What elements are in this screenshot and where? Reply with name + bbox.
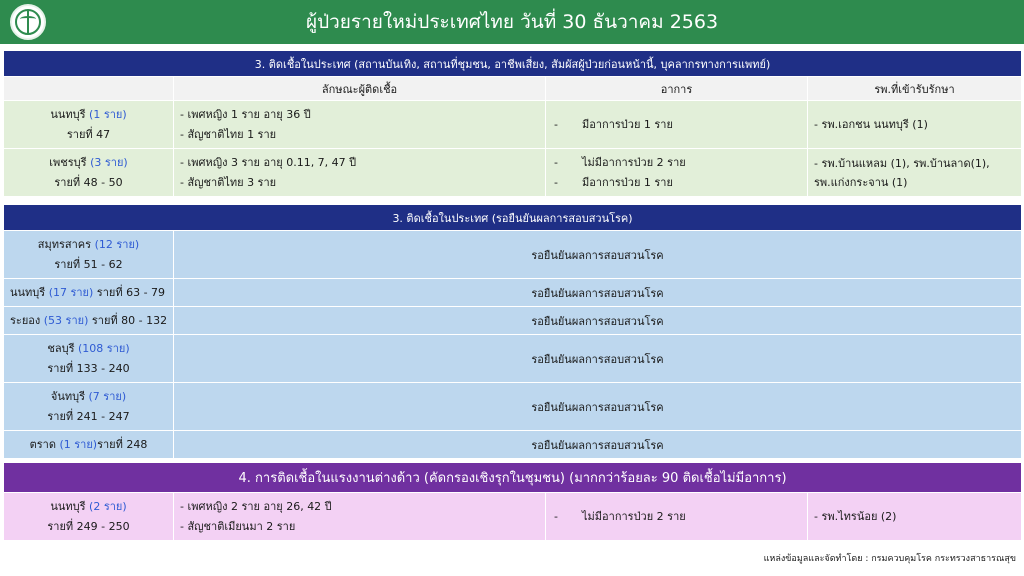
province-name: นนทบุรี	[50, 499, 86, 513]
section-pending-investigation-table	[3, 204, 1022, 459]
location-cell	[4, 231, 174, 279]
detail-line: - เพศหญิง 3 ราย อายุ 0.11, 7, 47 ปี	[180, 155, 357, 169]
symptom-line: ไม่มีอาการป่วย 2 ราย	[582, 509, 686, 523]
case-range: รายที่ 249 - 250	[47, 519, 130, 533]
table-row	[4, 307, 1022, 335]
location-cell	[4, 279, 174, 307]
section-band	[4, 463, 1022, 493]
hospital-cell: - รพ.ไทรน้อย (2)	[808, 493, 1022, 541]
characteristics-cell	[174, 493, 546, 541]
symptom-line: ไม่มีอาการป่วย 2 ราย	[582, 155, 686, 169]
bullet-dash: -	[554, 155, 558, 169]
pending-status: รอยืนยันผลการสอบสวนโรค	[174, 231, 1022, 279]
table-row	[4, 101, 1022, 149]
page-header	[0, 0, 1024, 44]
case-range: รายที่ 51 - 62	[54, 257, 123, 271]
location-cell	[4, 149, 174, 197]
page-title: ผู้ป่วยรายใหม่ประเทศไทย วันที่ 30 ธันวาคม 2563	[305, 11, 719, 33]
bullet-dash: -	[554, 509, 558, 523]
location-cell	[4, 383, 174, 431]
pending-status: รอยืนยันผลการสอบสวนโรค	[174, 307, 1022, 335]
characteristics-cell	[174, 149, 546, 197]
province-name: จันทบุรี	[50, 389, 85, 403]
detail-line: - เพศหญิง 1 ราย อายุ 36 ปี	[180, 107, 311, 121]
case-range: รายที่ 63 - 79	[96, 285, 166, 299]
case-count: (1 ราย)	[89, 107, 127, 121]
bullet-dash: -	[554, 117, 558, 131]
location-cell	[4, 101, 174, 149]
case-range: รายที่ 241 - 247	[47, 409, 130, 423]
hospital-cell: - รพ.เอกชน นนทบุรี (1)	[808, 101, 1022, 149]
pending-status: รอยืนยันผลการสอบสวนโรค	[174, 335, 1022, 383]
pending-status: รอยืนยันผลการสอบสวนโรค	[174, 383, 1022, 431]
case-count: (7 ราย)	[88, 389, 127, 403]
case-count: (12 ราย)	[94, 237, 140, 251]
section-band-label: 4. การติดเชื้อในแรงงานต่างด้าว (คัดกรองเชิงรุกในชุมชน) (มากกว่าร้อยละ 90 ติดเชื้อไม่มีอาการ)	[4, 463, 1022, 493]
table-row	[4, 149, 1022, 197]
case-range: รายที่ 248	[97, 437, 148, 451]
section-local-infection-table	[3, 50, 1022, 197]
province-name: ตราด	[29, 437, 56, 451]
case-range: รายที่ 47	[66, 127, 111, 141]
province-name: เพชรบุรี	[49, 155, 87, 169]
column-header-symptoms: อาการ	[546, 77, 808, 101]
section-band	[4, 205, 1022, 231]
detail-line: - สัญชาติไทย 3 ราย	[180, 175, 277, 189]
case-count: (17 ราย)	[48, 285, 94, 299]
province-name: ระยอง	[10, 313, 41, 327]
detail-line: - สัญชาติเมียนมา 2 ราย	[180, 519, 296, 533]
pending-status: รอยืนยันผลการสอบสวนโรค	[174, 431, 1022, 459]
province-name: นนทบุรี	[50, 107, 86, 121]
symptom-line: มีอาการป่วย 1 ราย	[582, 175, 673, 189]
case-count: (53 ราย)	[43, 313, 89, 327]
source-note: แหล่งข้อมูลและจัดทำโดย : กรมควบคุมโรค กระทรวงสาธารณสุข	[763, 554, 1016, 564]
characteristics-cell	[174, 101, 546, 149]
section-migrant-worker-table	[3, 462, 1022, 541]
case-count: (1 ราย)	[59, 437, 98, 451]
bullet-dash: -	[554, 175, 558, 189]
province-name: สมุทรสาคร	[37, 237, 92, 251]
case-count: (2 ราย)	[89, 499, 127, 513]
location-cell	[4, 493, 174, 541]
table-row	[4, 431, 1022, 459]
column-header-characteristics: ลักษณะผู้ติดเชื้อ	[174, 77, 546, 101]
case-range: รายที่ 48 - 50	[54, 175, 123, 189]
section-band-label: 3. ติดเชื้อในประเทศ (รอยืนยันผลการสอบสวนโรค)	[4, 205, 1022, 231]
location-cell	[4, 307, 174, 335]
case-count: (3 ราย)	[90, 155, 128, 169]
case-count: (108 ราย)	[78, 341, 130, 355]
section-band-label: 3. ติดเชื้อในประเทศ (สถานบันเทิง, สถานที่ชุมชน, อาชีพเสี่ยง, สัมผัสผู้ป่วยก่อนหน้านี้, บุคลากรทางการแพทย์)	[4, 51, 1022, 77]
symptoms-cell	[546, 101, 808, 149]
detail-line: - สัญชาติไทย 1 ราย	[180, 127, 277, 141]
table-row	[4, 231, 1022, 279]
symptom-line: มีอาการป่วย 1 ราย	[582, 117, 673, 131]
table-row	[4, 383, 1022, 431]
detail-line: - เพศหญิง 2 ราย อายุ 26, 42 ปี	[180, 499, 332, 513]
location-cell	[4, 431, 174, 459]
table-row	[4, 493, 1022, 541]
case-range: รายที่ 80 - 132	[91, 313, 168, 327]
section-band	[4, 51, 1022, 77]
location-cell	[4, 335, 174, 383]
symptoms-cell	[546, 149, 808, 197]
symptoms-cell	[546, 493, 808, 541]
column-header-hospital: รพ.ที่เข้ารับรักษา	[808, 77, 1022, 101]
province-name: ชลบุรี	[47, 341, 75, 355]
column-header-row	[4, 77, 1022, 101]
table-row	[4, 279, 1022, 307]
column-header-location	[4, 77, 174, 101]
province-name: นนทบุรี	[10, 285, 46, 299]
hospital-cell: - รพ.บ้านแหลม (1), รพ.บ้านลาด(1), รพ.แก่งกระจาน (1)	[808, 149, 1022, 197]
table-row	[4, 335, 1022, 383]
pending-status: รอยืนยันผลการสอบสวนโรค	[174, 279, 1022, 307]
case-range: รายที่ 133 - 240	[47, 361, 130, 375]
